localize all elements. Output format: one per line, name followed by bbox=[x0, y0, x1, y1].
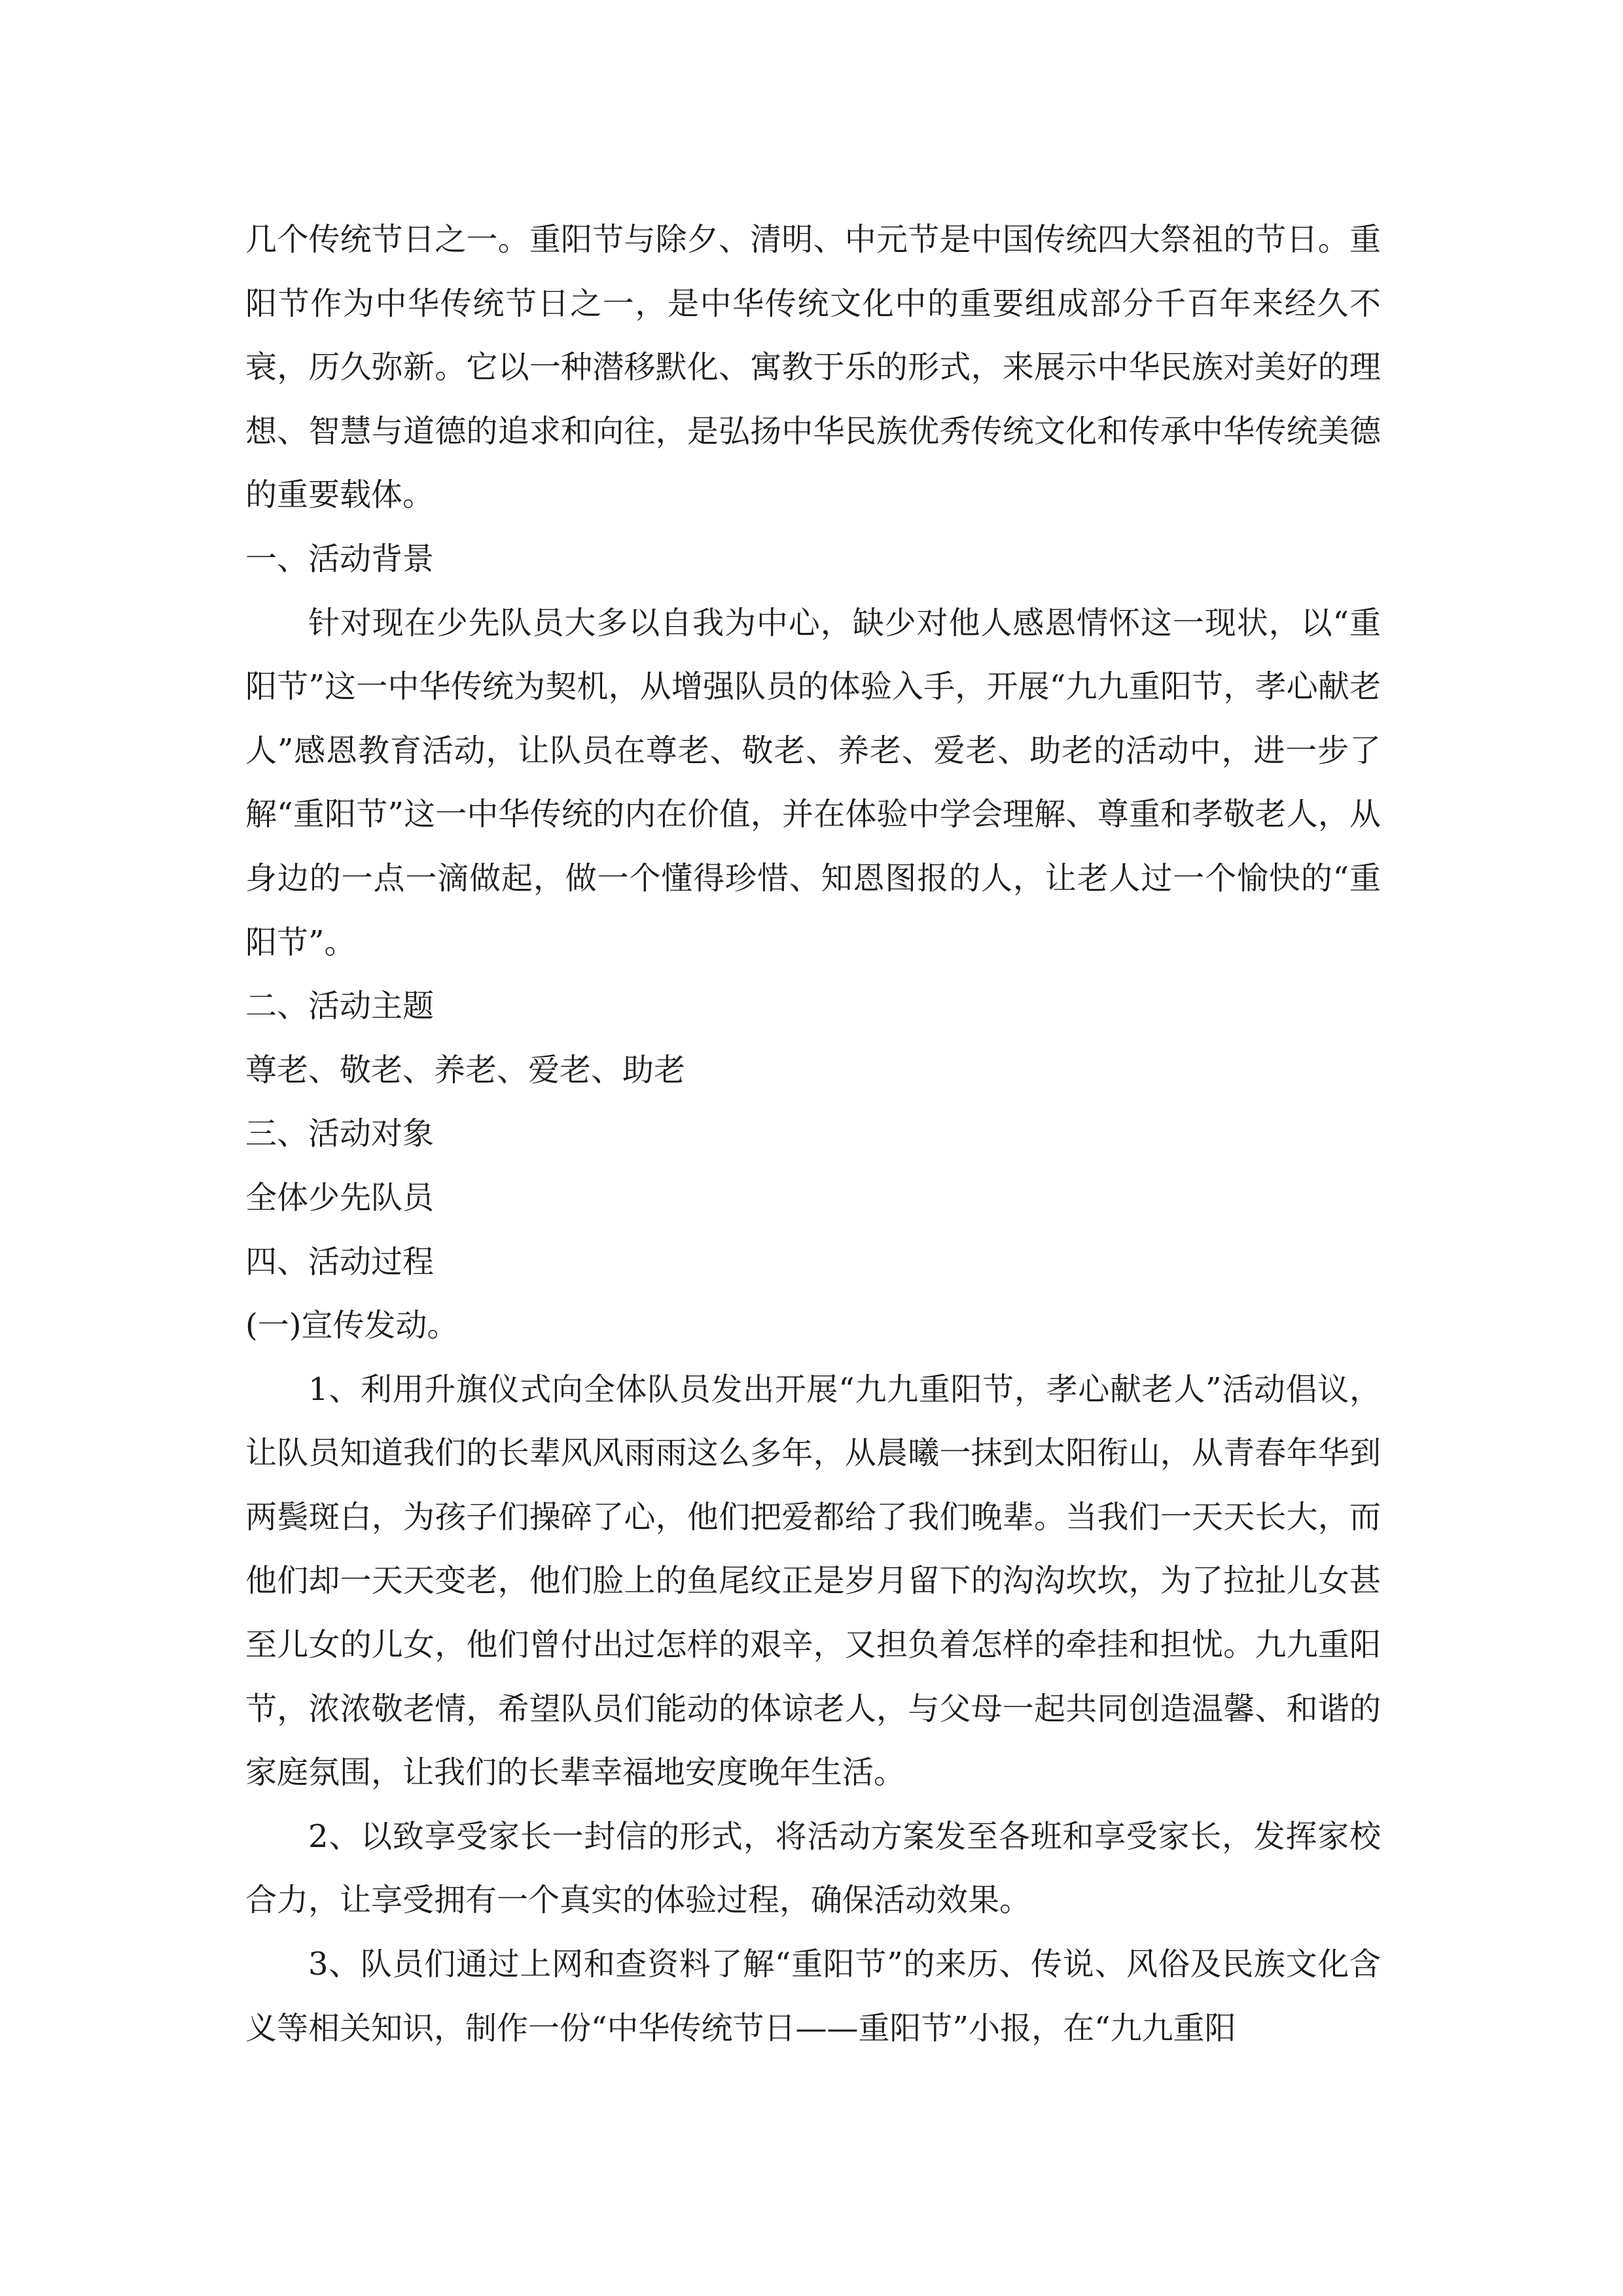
section-body-background: 针对现在少先队员大多以自我为中心，缺少对他人感恩情怀这一现状，以“重阳节”这一中华传统为契机，从增强队员的体验入手，开展“九九重阳节，孝心献老人”感恩教育活动，让队员在尊老、敬老、养老、爱老、助老的活动中，进一步了解“重阳节”这一中华传统的内在价值，并在体验中学会理解、尊重和孝敬老人，从身边的一点一滴做起，做一个懂得珍惜、知恩图报的人，让老人过一个愉快的“重阳节”。 bbox=[245, 604, 1381, 961]
document-body bbox=[245, 208, 1381, 2060]
section-heading-theme: 二、活动主题 bbox=[245, 988, 435, 1025]
subsection-heading-publicity: (一)宣传发动。 bbox=[245, 1307, 459, 1344]
intro-paragraph: 几个传统节日之一。重阳节与除夕、清明、中元节是中国传统四大祭祖的节日。重阳节作为中华传统节日之一，是中华传统文化中的重要组成部分千百年来经久不衰，历久弥新。它以一种潜移默化、寓教于乐的形式，来展示中华民族对美好的理想、智慧与道德的追求和向往，是弘扬中华民族优秀传统文化和传承中华传统美德的重要载体。 bbox=[245, 221, 1381, 514]
section-body-theme: 尊老、敬老、养老、爱老、助老 bbox=[245, 1051, 686, 1088]
list-item: 2、以致享受家长一封信的形式，将活动方案发至各班和享受家长，发挥家校合力，让享受拥有一个真实的体验过程，确保活动效果。 bbox=[245, 1818, 1381, 1919]
section-body-target: 全体少先队员 bbox=[245, 1179, 435, 1216]
list-item: 1、利用升旗仪式向全体队员发出开展“九九重阳节，孝心献老人”活动倡议，让队员知道我们的长辈风风雨雨这么多年，从晨曦一抹到太阳衔山，从青春年华到两鬓斑白，为孩子们操碎了心，他们把爱都给了我们晚辈。当我们一天天长大，而他们却一天天变老，他们脸上的鱼尾纹正是岁月留下的沟沟坎坎，为了拉扯儿女甚至儿女的儿女，他们曾付出过怎样的艰辛，又担负着怎样的牵挂和担忧。九九重阳节，浓浓敬老情，希望队员们能动的体谅老人，与父母一起共同创造温馨、和谐的家庭氛围，让我们的长辈幸福地安度晚年生活。 bbox=[245, 1371, 1381, 1791]
section-heading-target: 三、活动对象 bbox=[245, 1115, 435, 1153]
list-item: 3、队员们通过上网和查资料了解“重阳节”的来历、传说、风俗及民族文化含义等相关知识，制作一份“中华传统节日——重阳节”小报，在“九九重阳 bbox=[245, 1946, 1381, 2047]
section-heading-process: 四、活动过程 bbox=[245, 1243, 435, 1280]
section-heading-background: 一、活动背景 bbox=[245, 540, 435, 577]
